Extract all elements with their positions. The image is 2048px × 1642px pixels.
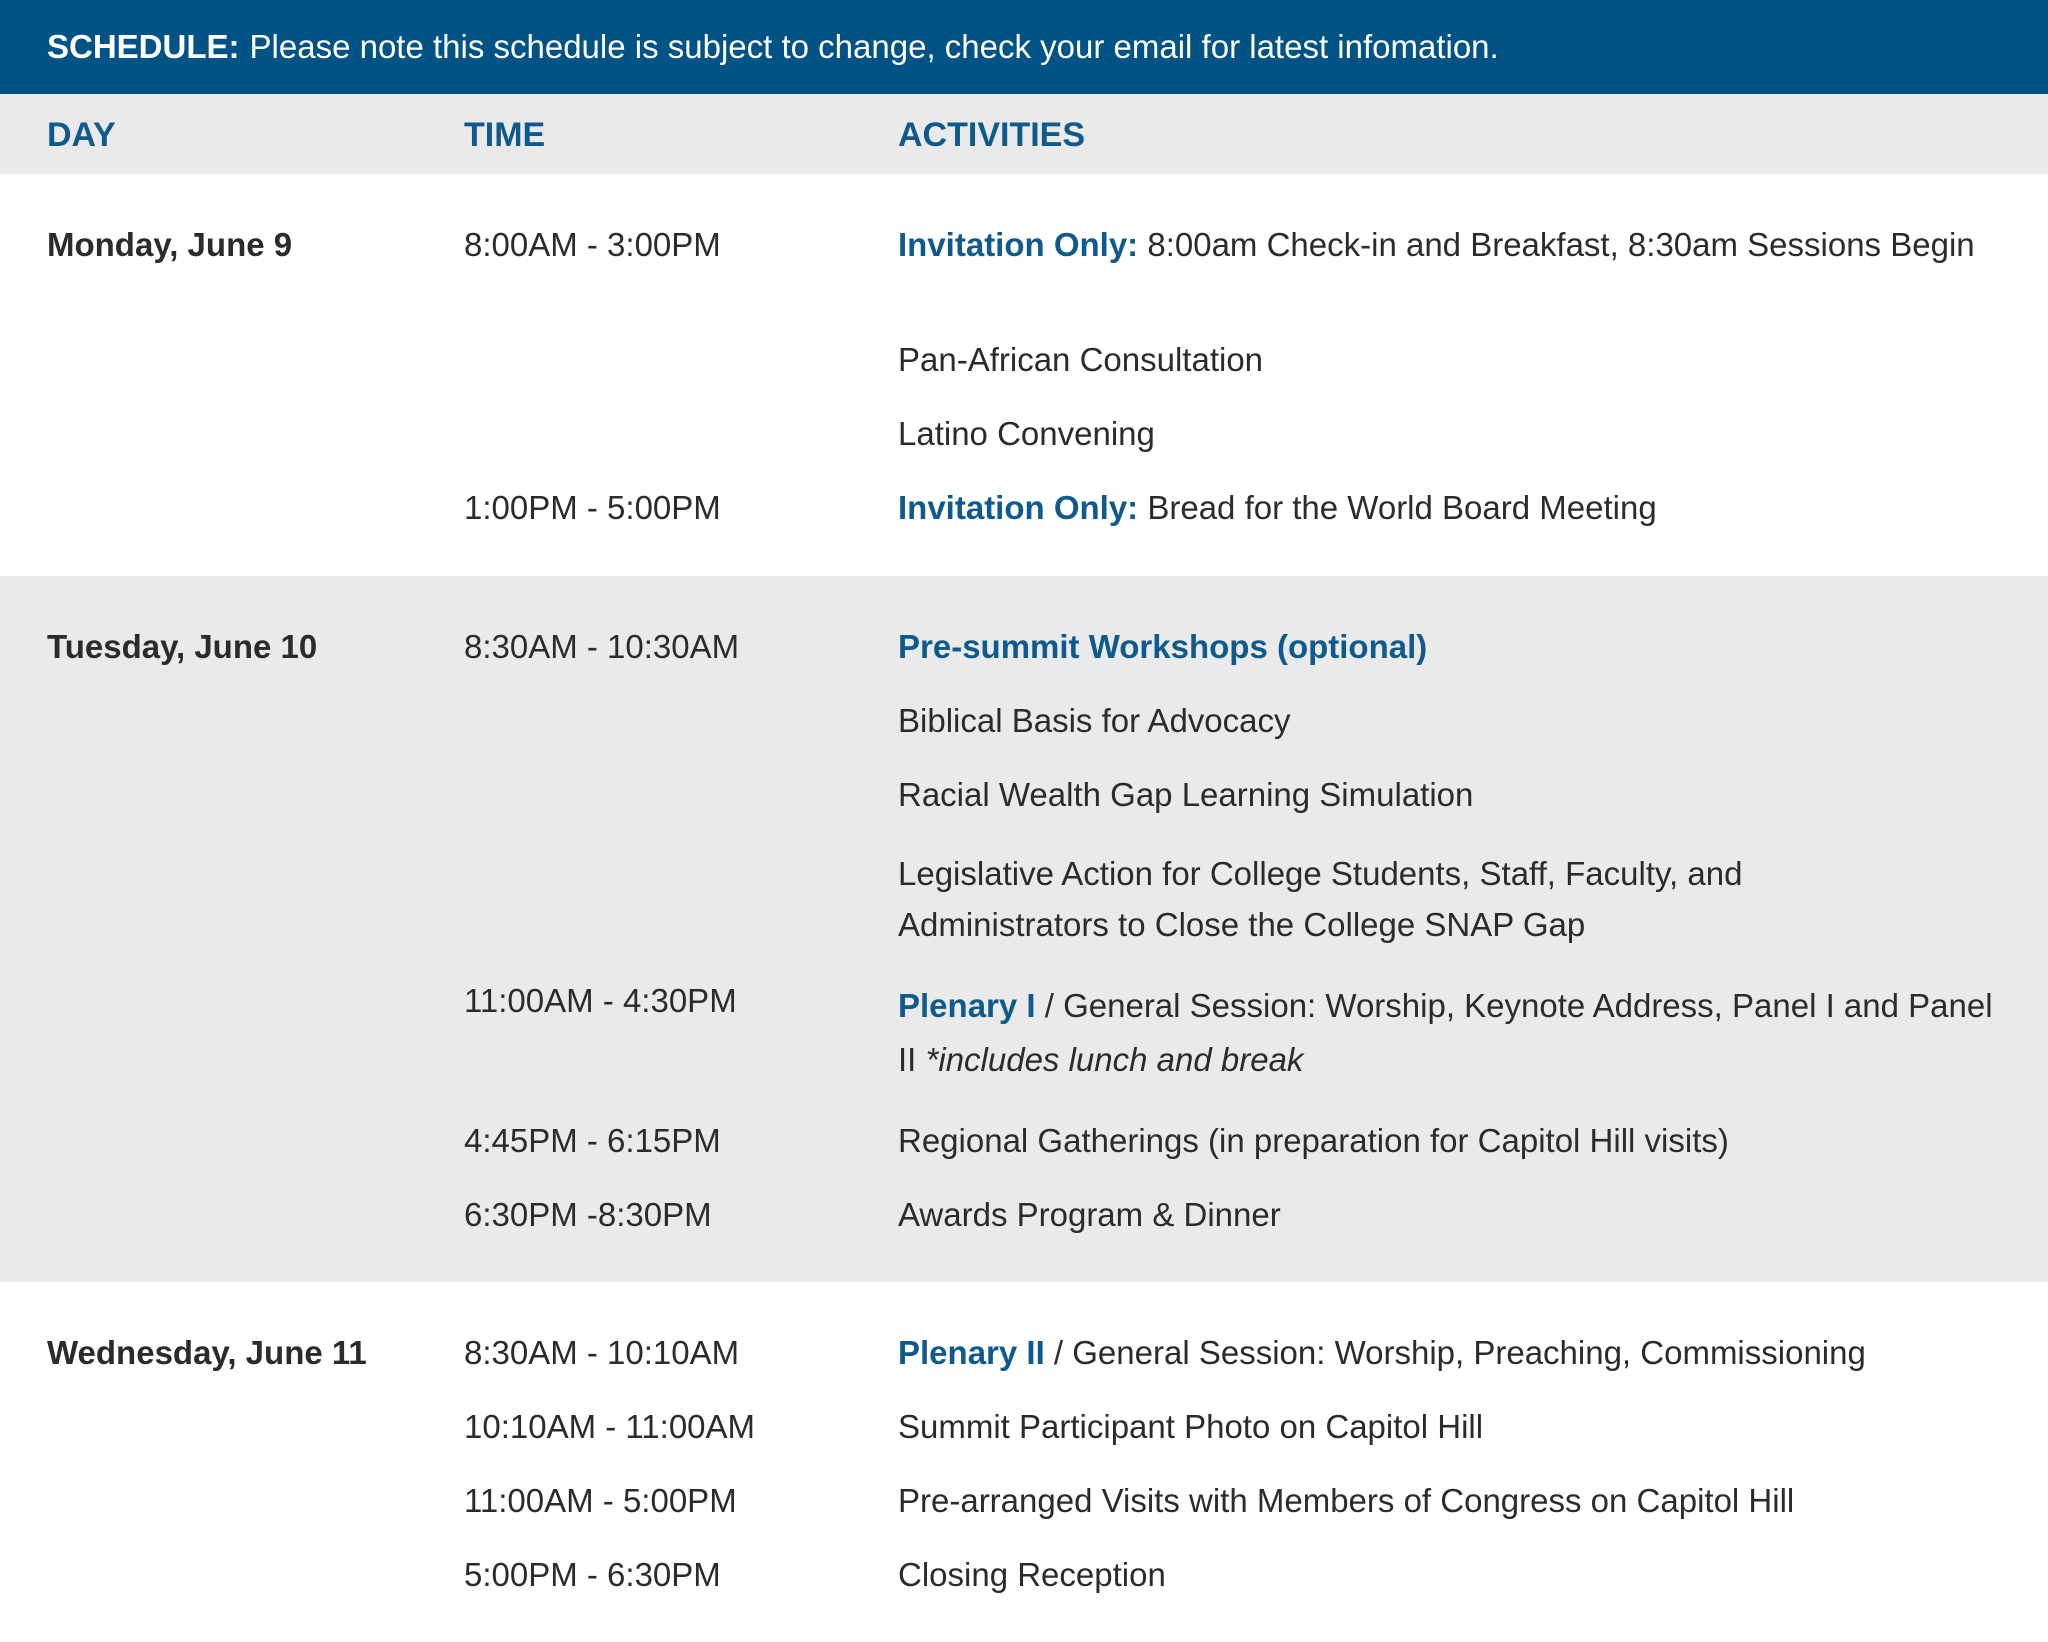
time-cell: 4:45PM - 6:15PM — [464, 1122, 721, 1159]
activity-cell: Legislative Action for College Students, Staff, Faculty, and Administrators to Close the College SNAP Gap — [898, 855, 1743, 943]
activity-cell: Biblical Basis for Advocacy — [898, 702, 1291, 739]
time-cell: 10:10AM - 11:00AM — [464, 1408, 756, 1445]
activity-cell — [898, 224, 2008, 266]
activity-cell: Awards Program & Dinner — [898, 1196, 1281, 1233]
activity-cell — [898, 1328, 2008, 1378]
header-activities: ACTIVITIES — [898, 116, 1086, 154]
time-cell: 5:00PM - 6:30PM — [464, 1556, 721, 1593]
activity-text: / General Session: Worship, Keynote Address, Panel I and Panel II — [898, 987, 1993, 1078]
activity-highlight: Invitation Only: — [898, 226, 1139, 263]
activity-cell — [898, 483, 2008, 533]
activity-cell — [898, 622, 2008, 672]
activity-cell: Pan-African Consultation — [898, 341, 1264, 378]
banner-text: Please note this schedule is subject to change, check your email for latest infomation. — [249, 28, 1499, 65]
time-cell: 11:00AM - 5:00PM — [464, 1482, 737, 1519]
activity-highlight: Plenary II — [898, 1334, 1045, 1371]
schedule-banner — [0, 0, 2048, 94]
banner-label: SCHEDULE: — [47, 28, 240, 65]
header-time: TIME — [464, 116, 546, 154]
day-label: Monday, June 9 — [47, 226, 293, 263]
day-label: Tuesday, June 10 — [47, 628, 318, 665]
activity-text: Bread for the World Board Meeting — [1147, 489, 1657, 526]
time-cell: 8:00AM - 3:00PM — [464, 226, 721, 263]
activity-highlight: Plenary I — [898, 987, 1036, 1024]
activity-text: 8:00am Check-in and Breakfast, 8:30am Sessions Begin — [1147, 226, 1975, 263]
activity-cell: Latino Convening — [898, 415, 1155, 452]
activity-cell: Regional Gatherings (in preparation for Capitol Hill visits) — [898, 1122, 1729, 1159]
activity-cell — [898, 979, 2008, 1087]
activity-highlight: Pre-summit Workshops (optional) — [898, 628, 1428, 665]
header-day: DAY — [47, 116, 116, 154]
table-header — [0, 94, 2048, 174]
activity-cell: Summit Participant Photo on Capitol Hill — [898, 1408, 1484, 1445]
time-cell: 11:00AM - 4:30PM — [464, 982, 737, 1019]
activity-cell: Closing Reception — [898, 1556, 1166, 1593]
activity-cell: Racial Wealth Gap Learning Simulation — [898, 776, 1474, 813]
activity-text: / General Session: Worship, Preaching, Commissioning — [1053, 1334, 1866, 1371]
activity-highlight: Invitation Only: — [898, 489, 1139, 526]
time-cell: 8:30AM - 10:10AM — [464, 1334, 740, 1371]
activity-note: *includes lunch and break — [925, 1041, 1304, 1078]
time-cell: 1:00PM - 5:00PM — [464, 489, 721, 526]
activity-cell: Pre-arranged Visits with Members of Congress on Capitol Hill — [898, 1482, 1795, 1519]
time-cell: 6:30PM -8:30PM — [464, 1196, 712, 1233]
time-cell: 8:30AM - 10:30AM — [464, 628, 740, 665]
day-label: Wednesday, June 11 — [47, 1334, 367, 1371]
